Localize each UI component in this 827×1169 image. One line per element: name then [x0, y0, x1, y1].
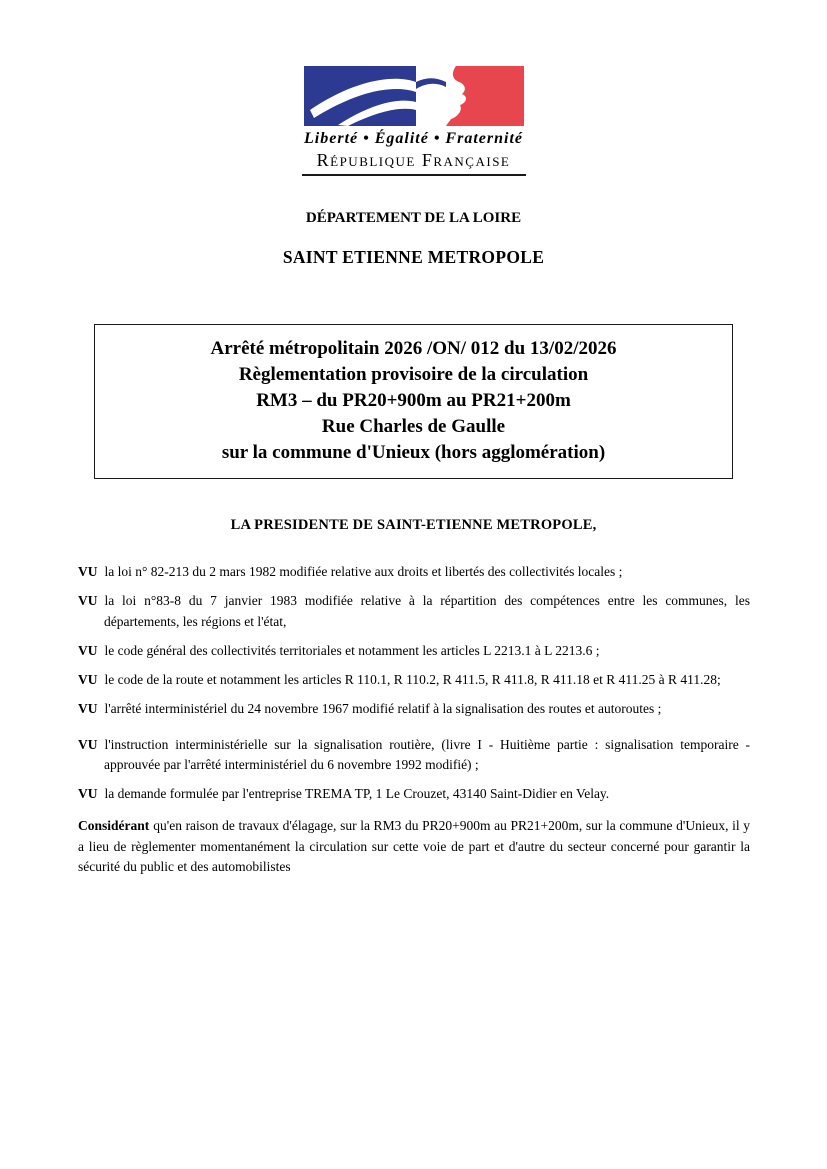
republic-title: République Française — [302, 150, 526, 176]
republic-motto: Liberté • Égalité • Fraternité — [304, 130, 523, 147]
vu-text: l'arrêté interministériel du 24 novembre 1967 modifié relatif à la signalisation des routes et autoroutes ; — [104, 701, 662, 717]
vu-text: la loi n° 82-213 du 2 mars 1982 modifiée relative aux droits et libertés des collectivités locales ; — [104, 564, 623, 579]
department-heading: DÉPARTEMENT DE LA LOIRE — [305, 210, 522, 226]
vu-text: la demande formulée par l'entreprise TREMA TP, 1 Le Crouzet, 43140 Saint-Didier en Velay. — [104, 786, 610, 801]
vu-label: VU — [78, 564, 98, 579]
document-body — [78, 562, 750, 877]
vu-label: VU — [78, 642, 98, 658]
vu-text: la loi n°83-8 du 7 janvier 1983 modifiée relative à la répartition des compétences entre les communes, les départements, les régions et l'état, — [104, 593, 750, 629]
metropole-heading: SAINT ETIENNE METROPOLE — [282, 247, 545, 267]
vu-text: l'instruction interministérielle sur la signalisation routière, (livre I - Huitième partie : signalisation temporaire - approuvée par l'arrêté interministériel du 6 novembre 1992 modifié) ; — [104, 736, 750, 772]
decree-title-line: Règlementation provisoire de la circulation — [238, 364, 589, 385]
decree-title-line: RM3 – du PR20+900m au PR21+200m — [256, 390, 571, 411]
considerant-paragraph — [78, 816, 750, 877]
decree-title-line: Arrêté métropolitain 2026 /ON/ 012 du 13/02/2026 — [210, 338, 617, 359]
decree-title-line: Rue Charles de Gaulle — [321, 416, 506, 437]
vu-paragraph — [78, 562, 750, 582]
considerant-text: qu'en raison de travaux d'élagage, sur la RM3 du PR20+900m au PR21+200m, sur la commune d'Unieux, il y a lieu de règlementer momentanément la circulation sur cette voie de part et d'autre du secteur concerné pour garantir la sécurité du public et des automobilistes — [78, 818, 750, 874]
vu-text: le code général des collectivités territoriales et notamment les articles L 2213.1 à L 2213.6 ; — [104, 642, 600, 658]
decree-title-box — [94, 324, 733, 479]
considerant-label: Considérant — [78, 818, 150, 834]
vu-label: VU — [78, 701, 98, 717]
decree-title-line: sur la commune d'Unieux (hors agglomération) — [221, 442, 606, 463]
vu-paragraph — [78, 735, 750, 776]
vu-label: VU — [78, 672, 98, 687]
vu-paragraph — [78, 670, 750, 690]
french-republic-logo-block — [0, 66, 827, 176]
vu-label: VU — [78, 786, 98, 801]
vu-paragraph — [78, 591, 750, 632]
vu-text: le code de la route et notamment les articles R 110.1, R 110.2, R 411.5, R 411.8, R 411.18 et R 411.25 à R 411.28; — [104, 672, 721, 687]
vu-label: VU — [78, 736, 98, 752]
marianne-flag-icon — [304, 66, 524, 126]
vu-paragraph — [78, 699, 750, 719]
vu-paragraph — [78, 784, 750, 804]
vu-paragraph — [78, 641, 750, 661]
salutation-heading: LA PRESIDENTE DE SAINT-ETIENNE METROPOLE, — [230, 517, 597, 533]
vu-label: VU — [78, 593, 98, 609]
